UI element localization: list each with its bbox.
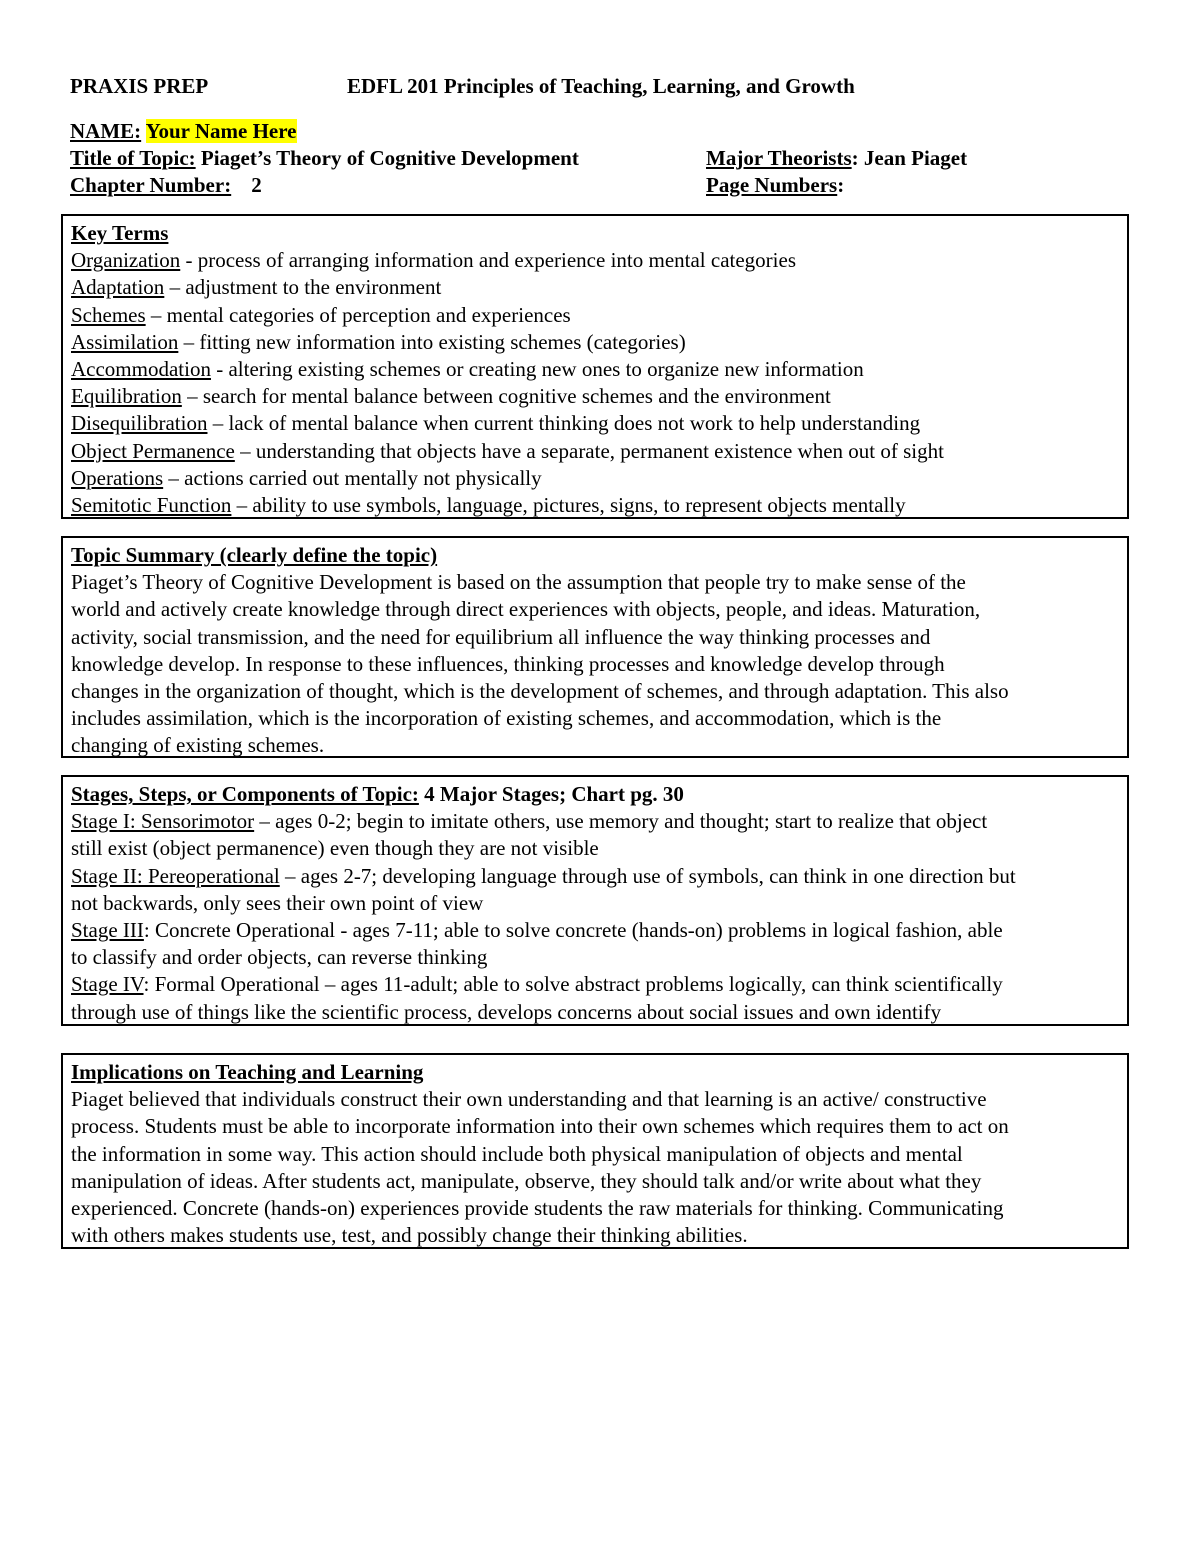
stage-continuation: not backwards, only sees their own point of view bbox=[71, 890, 484, 915]
stage-label: Stage II: Pereoperational bbox=[71, 863, 280, 888]
term-name: Equilibration bbox=[71, 384, 182, 409]
term-definition: - process of arranging information and experience into mental categories bbox=[180, 248, 797, 273]
stages-box bbox=[61, 775, 1129, 1026]
summary-line: changing of existing schemes. bbox=[71, 733, 325, 758]
stage-item bbox=[71, 808, 1127, 835]
key-terms-title: Key Terms bbox=[71, 221, 169, 245]
stage-item bbox=[71, 863, 1127, 890]
pages-value: : bbox=[837, 173, 845, 197]
stage-label: Stage III bbox=[71, 918, 144, 943]
stage-continuation: to classify and order objects, can reverse thinking bbox=[71, 945, 488, 970]
topic-summary-box bbox=[61, 536, 1129, 758]
pages-row bbox=[706, 172, 844, 199]
term-item bbox=[71, 356, 1127, 383]
course-label: PRAXIS PREP bbox=[70, 74, 209, 98]
chapter-row bbox=[70, 172, 262, 199]
stages-heading bbox=[71, 781, 1127, 808]
term-name: Semitotic Function bbox=[71, 493, 232, 518]
name-value: Your Name Here bbox=[145, 119, 297, 143]
implications-line: process. Students must be able to incorporate information into their own schemes which requires them to act on bbox=[71, 1114, 1009, 1139]
topic-row bbox=[70, 145, 579, 172]
chapter-label: Chapter Number: bbox=[70, 173, 232, 197]
term-definition: – ability to use symbols, language, pictures, signs, to represent objects mentally bbox=[231, 493, 906, 518]
pages-label: Page Numbers bbox=[706, 173, 838, 197]
stage-description: – ages 0-2; begin to imitate others, use memory and thought; start to realize that object bbox=[254, 809, 988, 834]
summary-line: activity, social transmission, and the need for equilibrium all influence the way thinking processes and bbox=[71, 624, 931, 649]
term-item bbox=[71, 329, 1127, 356]
term-name: Disequilibration bbox=[71, 411, 208, 436]
term-definition: – adjustment to the environment bbox=[164, 275, 442, 300]
topic-summary-title: Topic Summary (clearly define the topic) bbox=[71, 543, 438, 567]
implications-line: manipulation of ideas. After students act, manipulate, observe, they should talk and/or write about what they bbox=[71, 1168, 982, 1193]
stage-description: – ages 2-7; developing language through use of symbols, can think in one direction but bbox=[279, 863, 1016, 888]
term-item bbox=[71, 438, 1127, 465]
term-definition: – understanding that objects have a separate, permanent existence when out of sight bbox=[234, 438, 944, 463]
term-name: Schemes bbox=[71, 302, 146, 327]
implications-line: with others makes students use, test, and possibly change their thinking abilities. bbox=[71, 1223, 748, 1248]
theorists-row bbox=[706, 145, 967, 172]
topic-value: Piaget’s Theory of Cognitive Development bbox=[200, 146, 579, 170]
name-label: NAME: bbox=[70, 119, 142, 143]
term-name: Operations bbox=[71, 465, 164, 490]
term-definition: - altering existing schemes or creating new ones to organize new information bbox=[210, 357, 864, 382]
term-name: Assimilation bbox=[71, 329, 179, 354]
stage-label: Stage IV bbox=[71, 972, 144, 997]
topic-label: Title of Topic: bbox=[70, 146, 196, 170]
implications-title: Implications on Teaching and Learning bbox=[71, 1060, 424, 1084]
term-item bbox=[71, 465, 1127, 492]
stage-description: : Formal Operational – ages 11-adult; able to solve abstract problems logically, can think scientifically bbox=[143, 972, 1003, 997]
theorists-label: Major Theorists bbox=[706, 146, 852, 170]
summary-line: includes assimilation, which is the incorporation of existing schemes, and accommodation, which is the bbox=[71, 706, 942, 731]
term-item bbox=[71, 492, 1127, 519]
term-definition: – fitting new information into existing schemes (categories) bbox=[178, 329, 686, 354]
stage-continuation: through use of things like the scientific process, develops concerns about social issues and own identify bbox=[71, 999, 942, 1024]
term-definition: – search for mental balance between cognitive schemes and the environment bbox=[181, 384, 831, 409]
term-item bbox=[71, 383, 1127, 410]
term-name: Object Permanence bbox=[71, 438, 235, 463]
summary-line: knowledge develop. In response to these influences, thinking processes and knowledge develop through bbox=[71, 651, 945, 676]
term-item bbox=[71, 247, 1127, 274]
stage-item bbox=[71, 971, 1127, 998]
stage-description: : Concrete Operational - ages 7-11; able to solve concrete (hands-on) problems in logical fashion, able bbox=[143, 918, 1003, 943]
term-name: Accommodation bbox=[71, 357, 211, 382]
term-definition: – lack of mental balance when current thinking does not work to help understanding bbox=[207, 411, 921, 436]
chapter-value: 2 bbox=[251, 173, 262, 197]
stages-title: Stages, Steps, or Components of Topic: bbox=[71, 782, 419, 806]
course-title: EDFL 201 Principles of Teaching, Learning, and Growth bbox=[347, 74, 855, 98]
implications-line: experienced. Concrete (hands-on) experiences provide students the raw materials for thinking. Communicating bbox=[71, 1196, 1004, 1221]
stage-item bbox=[71, 917, 1127, 944]
summary-line: Piaget’s Theory of Cognitive Development is based on the assumption that people try to make sense of the bbox=[71, 570, 966, 595]
stages-subtitle: 4 Major Stages; Chart pg. 30 bbox=[418, 782, 684, 806]
implications-line: the information in some way. This action should include both physical manipulation of objects and mental bbox=[71, 1141, 963, 1166]
implications-line: Piaget believed that individuals construct their own understanding and that learning is an active/ constructive bbox=[71, 1087, 987, 1112]
theorists-value: : Jean Piaget bbox=[851, 146, 968, 170]
term-definition: – mental categories of perception and experiences bbox=[145, 302, 571, 327]
summary-line: changes in the organization of thought, which is the development of schemes, and through adaptation. This also bbox=[71, 679, 1009, 704]
term-name: Organization bbox=[71, 248, 181, 273]
summary-line: world and actively create knowledge through direct experiences with objects, people, and ideas. Maturation, bbox=[71, 597, 981, 622]
term-name: Adaptation bbox=[71, 275, 165, 300]
term-definition: – actions carried out mentally not physically bbox=[163, 465, 542, 490]
stage-continuation: still exist (object permanence) even though they are not visible bbox=[71, 836, 599, 861]
term-item bbox=[71, 302, 1127, 329]
name-row bbox=[70, 118, 297, 145]
term-item bbox=[71, 274, 1127, 301]
implications-box bbox=[61, 1053, 1129, 1249]
term-item bbox=[71, 410, 1127, 437]
stage-label: Stage I: Sensorimotor bbox=[71, 809, 255, 834]
key-terms-box bbox=[61, 214, 1129, 519]
